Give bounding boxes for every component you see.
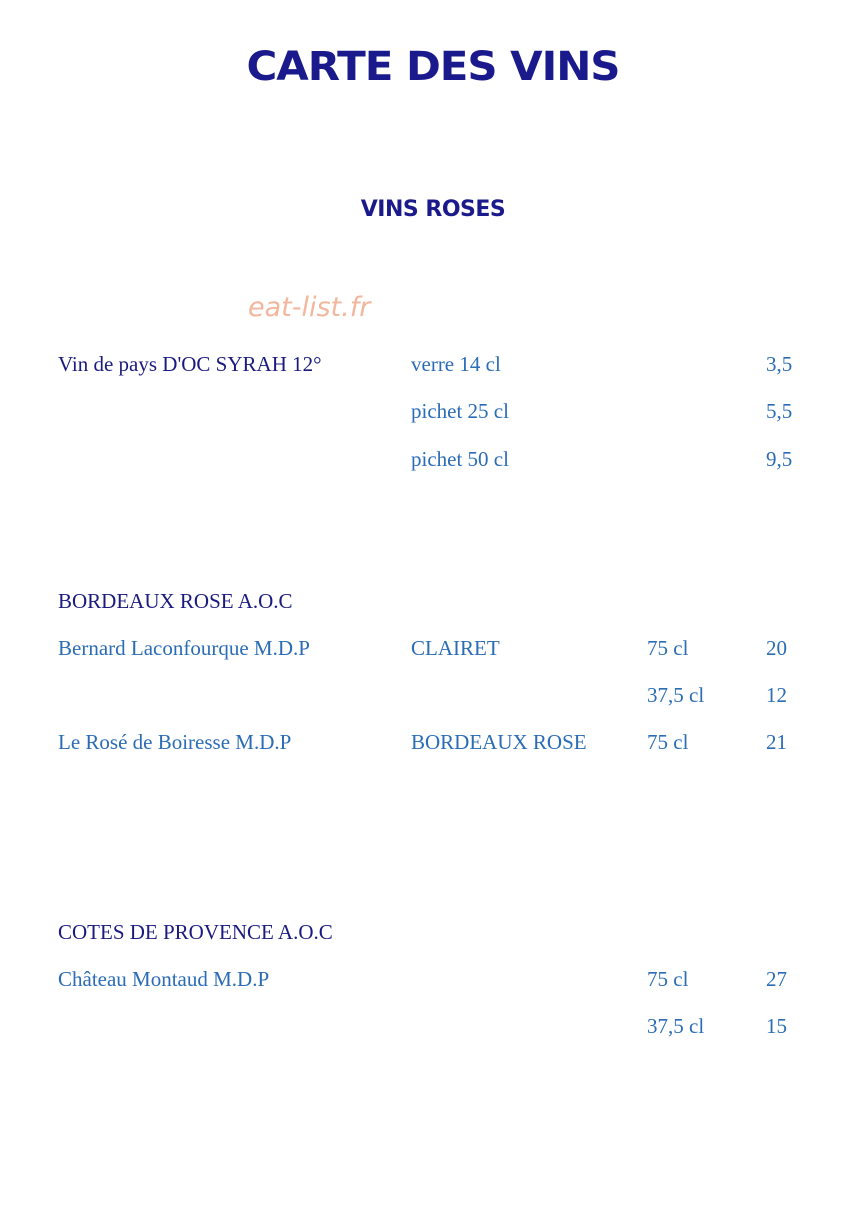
house-price-2: 5,5 bbox=[766, 399, 793, 423]
bordeaux-wine2-size1: 75 cl bbox=[647, 730, 689, 754]
house-size-3: pichet 50 cl bbox=[411, 447, 509, 471]
house-size-1: verre 14 cl bbox=[411, 352, 501, 376]
bordeaux-heading: BORDEAUX ROSE A.O.C bbox=[58, 589, 293, 613]
provence-wine1-size2: 37,5 cl bbox=[647, 1014, 705, 1038]
provence-heading: COTES DE PROVENCE A.O.C bbox=[58, 920, 333, 944]
bordeaux-wine1-size1: 75 cl bbox=[647, 636, 689, 660]
section-title: VINS ROSES bbox=[360, 197, 506, 222]
bordeaux-wine1-type: CLAIRET bbox=[411, 636, 500, 660]
provence-wine1-price2: 15 bbox=[766, 1014, 787, 1038]
provence-wine1-name: Château Montaud M.D.P bbox=[58, 967, 270, 991]
bordeaux-wine2-name: Le Rosé de Boiresse M.D.P bbox=[58, 730, 292, 754]
house-price-1: 3,5 bbox=[766, 352, 793, 376]
provence-wine1-size1: 75 cl bbox=[647, 967, 689, 991]
bordeaux-wine2-type: BORDEAUX ROSE bbox=[411, 730, 587, 754]
bordeaux-wine1-name: Bernard Laconfourque M.D.P bbox=[58, 636, 310, 660]
watermark: eat-list.fr bbox=[248, 292, 371, 323]
bordeaux-wine2-price1: 21 bbox=[766, 730, 787, 754]
bordeaux-wine1-price2: 12 bbox=[766, 683, 787, 707]
page-title: CARTE DES VINS bbox=[246, 44, 620, 90]
bordeaux-wine1-size2: 37,5 cl bbox=[647, 683, 705, 707]
bordeaux-wine1-price1: 20 bbox=[766, 636, 787, 660]
house-wine-name: Vin de pays D'OC SYRAH 12° bbox=[58, 352, 322, 376]
house-price-3: 9,5 bbox=[766, 447, 793, 471]
house-size-2: pichet 25 cl bbox=[411, 399, 509, 423]
provence-wine1-price1: 27 bbox=[766, 967, 787, 991]
